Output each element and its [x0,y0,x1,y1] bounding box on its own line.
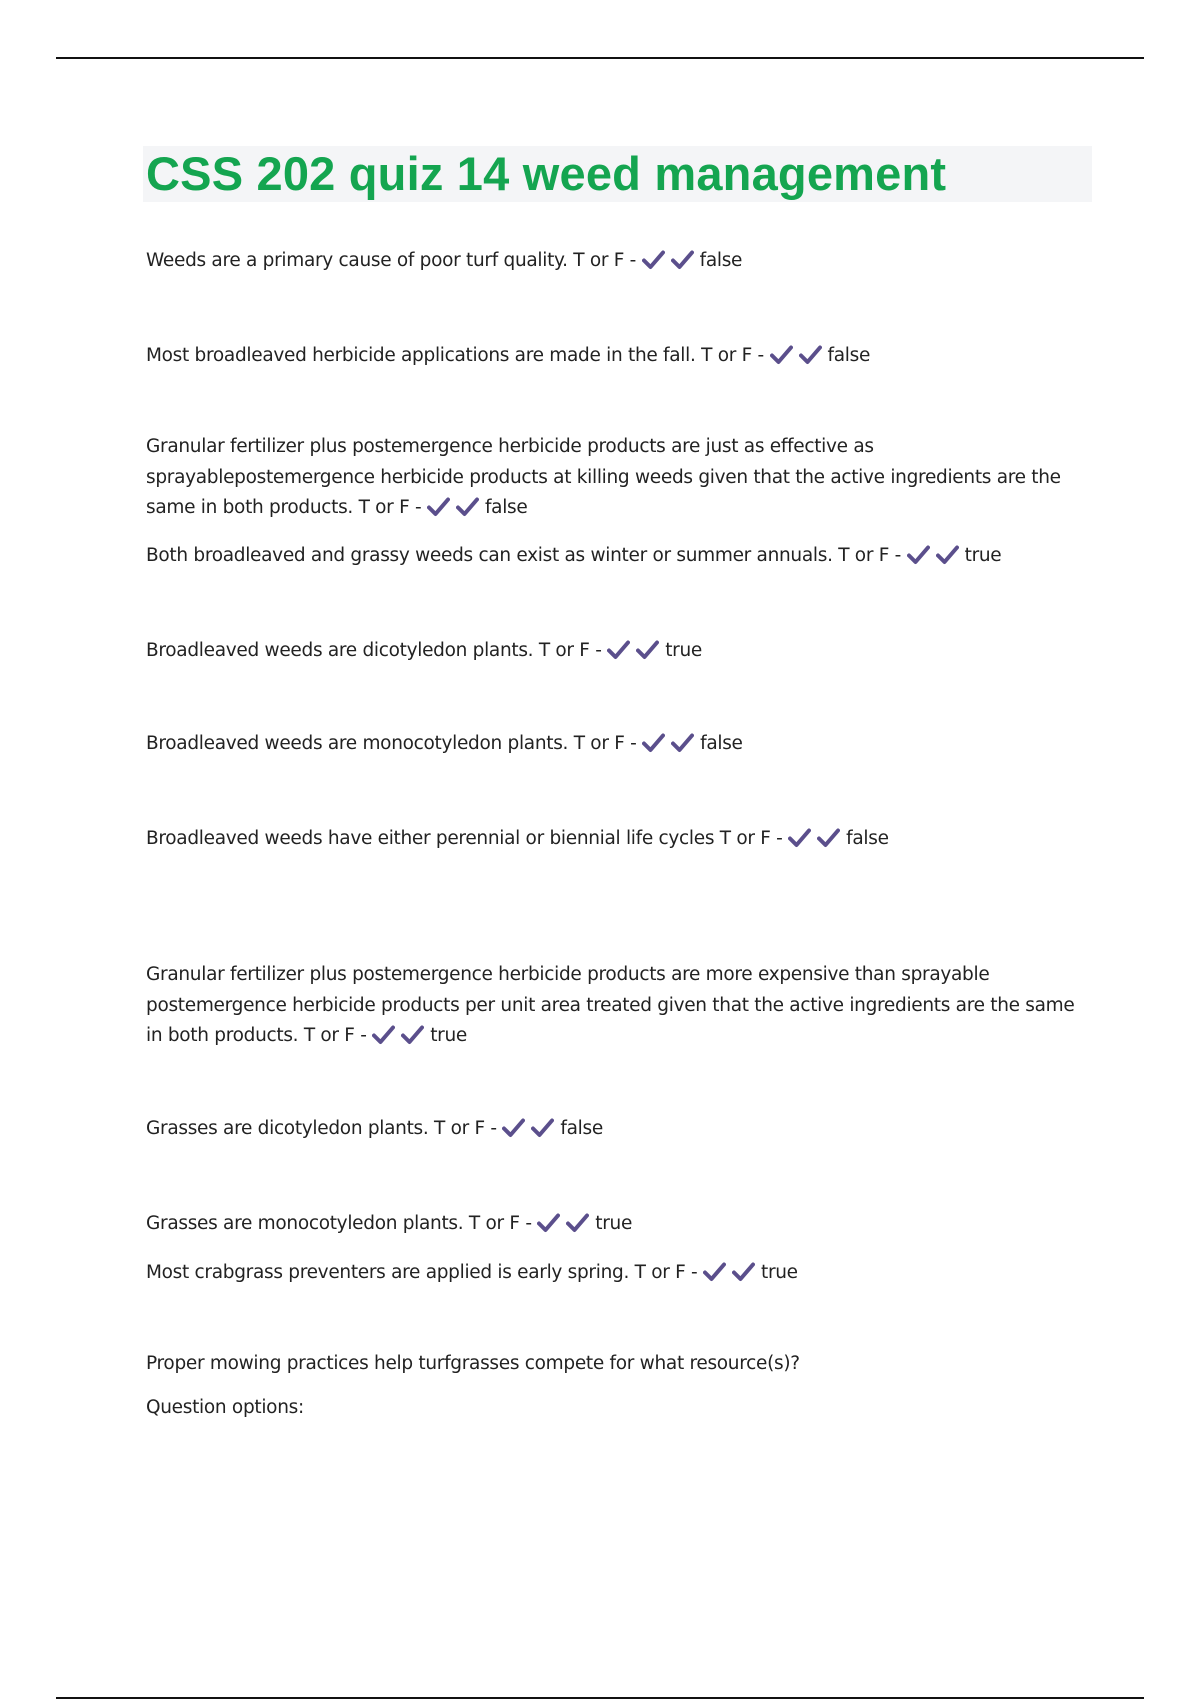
check-icon [817,828,840,848]
open-question-text: Proper mowing practices help turfgrasses compete for what resource(s)? [146,1353,800,1374]
answer-text: true [595,1213,633,1234]
question-text: Granular fertilizer plus postemergence herbicide products are more expensive than sprayable postemergence herbicide products per unit area treated given that the active ingredients are the same in both products. T or F - [146,964,1075,1046]
question-text: Grasses are dicotyledon plants. T or F - [146,1118,497,1139]
answer-text: false [827,345,871,366]
question-text: Broadleaved weeds are dicotyledon plants. T or F - [146,640,602,661]
check-icon [936,545,959,565]
question-text: Broadleaved weeds are monocotyledon plants. T or F - [146,733,637,754]
page-title: CSS 202 quiz 14 weed management [146,147,947,200]
check-icon [703,1262,726,1282]
answer-text: false [560,1118,603,1139]
check-icon [770,345,793,365]
question-item [146,1258,1076,1289]
question-text: Weeds are a primary cause of poor turf quality. T or F - [146,250,637,271]
answer-text: true [665,640,702,661]
question-item [146,341,1076,372]
check-icon [907,545,930,565]
question-text: Grasses are monocotyledon plants. T or F - [146,1213,532,1234]
question-item [146,960,1086,1052]
check-icon [502,1118,525,1138]
check-icon [671,733,694,753]
question-text: Both broadleaved and grassy weeds can exist as winter or summer annuals. T or F - [146,545,902,566]
bottom-rule [56,1697,1144,1699]
check-icon [642,733,665,753]
check-icon [537,1213,560,1233]
question-text: Broadleaved weeds have either perennial or biennial life cycles T or F - [146,828,783,849]
question-text: Most broadleaved herbicide applications are made in the fall. T or F - [146,345,764,366]
check-icon [642,250,665,270]
question-text: Most crabgrass preventers are applied is early spring. T or F - [146,1262,698,1283]
question-text: Granular fertilizer plus postemergence herbicide products are just as effective as sprayablepostemergence herbicide products at killing weeds given that the active ingredients are the same in both products. T or F - [146,436,1061,518]
question-item [146,541,1076,572]
check-icon [671,250,694,270]
answer-text: false [700,733,743,754]
check-icon [799,345,822,365]
check-icon [566,1213,589,1233]
check-icon [732,1262,755,1282]
answer-text: false [846,828,889,849]
top-rule [56,57,1144,59]
check-icon [636,640,659,660]
answer-text: false [699,250,743,271]
check-icon [427,497,450,517]
question-options-label: Question options: [146,1397,304,1418]
answer-text: true [964,545,1002,566]
question-item [146,432,1071,524]
check-icon [531,1118,554,1138]
check-icon [372,1025,395,1045]
check-icon [788,828,811,848]
question-item [146,729,1076,760]
question-item [146,246,1076,277]
question-item [146,824,1076,855]
question-item [146,1114,1076,1145]
check-icon [607,640,630,660]
question-item [146,636,1076,667]
check-icon [401,1025,424,1045]
answer-text: false [484,497,528,518]
question-item [146,1209,1076,1240]
check-icon [456,497,479,517]
answer-text: true [761,1262,798,1283]
answer-text: true [430,1025,467,1046]
